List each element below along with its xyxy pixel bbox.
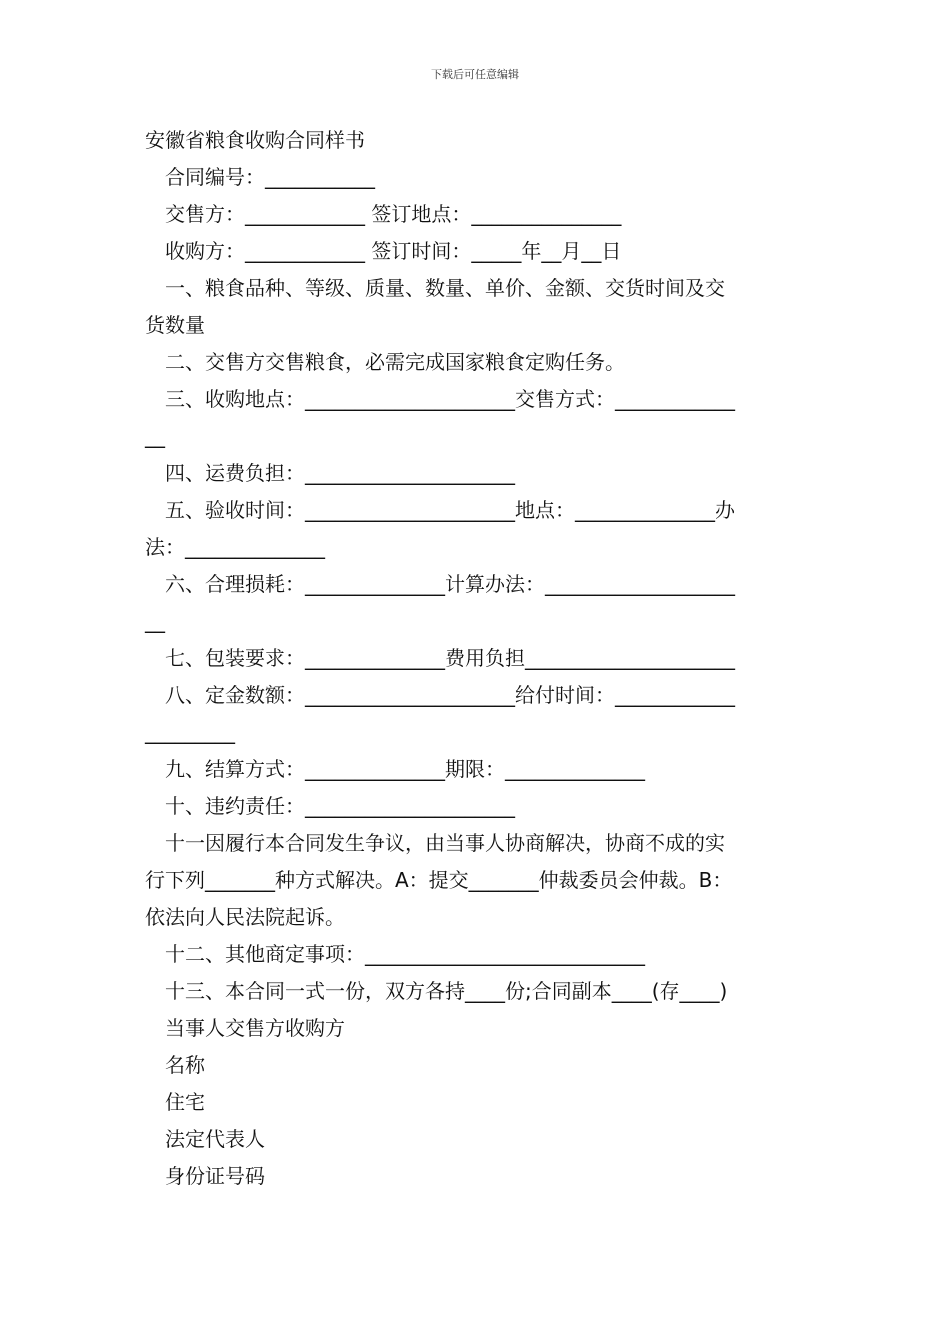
clause-10: 十、违约责任：_____________________ xyxy=(165,794,515,818)
clause-11-cont-1: 行下列_______种方式解决。A：提交_______仲裁委员会仲裁。B： xyxy=(145,868,733,892)
party-name-label: 名称 xyxy=(165,1053,205,1077)
clause-5: 五、验收时间：_____________________地点：______________办 xyxy=(165,498,735,522)
clause-8: 八、定金数额：_____________________给付时间：____________ xyxy=(165,683,735,707)
clause-3-cont: __ xyxy=(145,424,165,448)
clause-5-cont: 法：______________ xyxy=(145,535,325,559)
seller-line: 交售方：____________ 签订地点：_______________ xyxy=(165,202,622,226)
clause-11-cont-2: 依法向人民法院起诉。 xyxy=(145,905,345,929)
parties-heading: 当事人交售方收购方 xyxy=(165,1016,345,1040)
clause-4: 四、运费负担：_____________________ xyxy=(165,461,515,485)
contract-body xyxy=(145,122,810,1195)
clause-1: 一、粮食品种、等级、质量、数量、单价、金额、交货时间及交 xyxy=(165,276,725,300)
clause-11: 十一因履行本合同发生争议，由当事人协商解决，协商不成的实 xyxy=(165,831,725,855)
clause-3: 三、收购地点：_____________________交售方式：____________ xyxy=(165,387,735,411)
document-title: 安徽省粮食收购合同样书 xyxy=(145,128,365,152)
id-number-label: 身份证号码 xyxy=(165,1164,265,1188)
clause-6-cont: __ xyxy=(145,609,165,633)
legal-representative-label: 法定代表人 xyxy=(165,1127,265,1151)
clause-12: 十二、其他商定事项：____________________________ xyxy=(165,942,645,966)
clause-13: 十三、本合同一式一份，双方各持____份;合同副本____(存____) xyxy=(165,979,728,1003)
buyer-line: 收购方：____________ 签订时间：_____年__月__日 xyxy=(165,239,622,263)
clause-9: 九、结算方式：______________期限：______________ xyxy=(165,757,645,781)
clause-2: 二、交售方交售粮食，必需完成国家粮食定购任务。 xyxy=(165,350,625,374)
clause-6: 六、合理损耗：______________计算办法：___________________ xyxy=(165,572,735,596)
clause-7: 七、包装要求：______________费用负担_____________________ xyxy=(165,646,735,670)
page-header-note: 下载后可任意编辑 xyxy=(431,68,519,81)
clause-1-cont: 货数量 xyxy=(145,313,205,337)
clause-8-cont: _________ xyxy=(145,720,235,744)
party-address-label: 住宅 xyxy=(165,1090,205,1114)
contract-number-line: 合同编号：___________ xyxy=(165,165,375,189)
